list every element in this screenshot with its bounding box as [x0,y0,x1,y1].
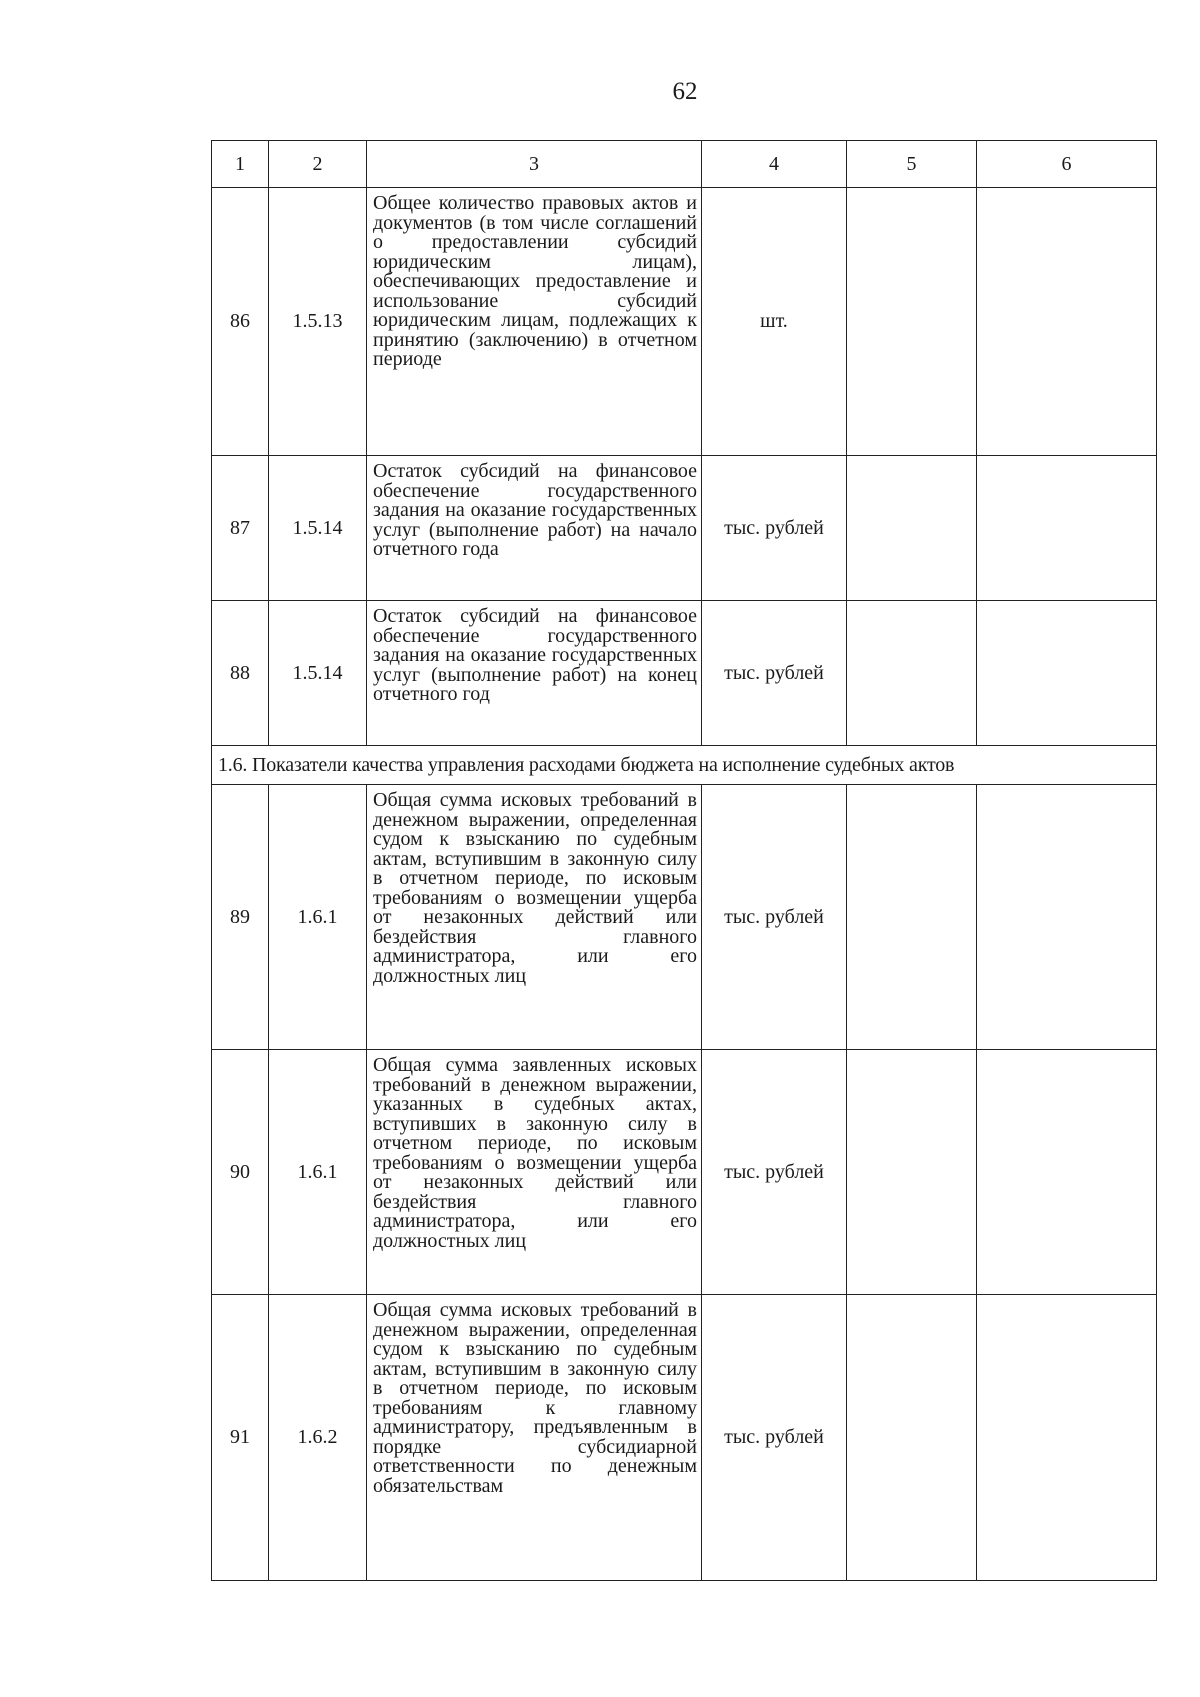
row-number: 90 [212,1050,269,1295]
table-row [212,601,1157,746]
unit-of-measure: тыс. рублей [702,785,847,1050]
column-6-value [977,601,1157,746]
page-number: 62 [672,78,698,105]
indicator-description: Общая сумма исковых требований в денежном выражении, определенная судом к взысканию по судебным актам, вступившим в законную силу в отчетном периоде, по исковым требованиям к главному администратору, предъявленным в порядке субсидиарной ответственности по денежным обязательствам [367,1295,702,1581]
table-row [212,1050,1157,1295]
row-number: 87 [212,456,269,601]
column-6-value [977,1050,1157,1295]
indicator-code: 1.5.14 [269,601,367,746]
indicator-code: 1.5.14 [269,456,367,601]
unit-of-measure: тыс. рублей [702,1295,847,1581]
row-number: 91 [212,1295,269,1581]
column-6-value [977,785,1157,1050]
section-title: 1.6. Показатели качества управления расходами бюджета на исполнение судебных актов [212,746,1157,785]
indicator-description: Остаток субсидий на финансовое обеспечение государственного задания на оказание государственных услуг (выполнение работ) на начало отчетного года [367,456,702,601]
column-5-value [847,456,977,601]
indicator-description: Остаток субсидий на финансовое обеспечение государственного задания на оказание государственных услуг (выполнение работ) на конец отчетного год [367,601,702,746]
column-header-2: 2 [269,141,367,188]
unit-of-measure: тыс. рублей [702,1050,847,1295]
table-row [212,785,1157,1050]
table-row [212,188,1157,456]
column-5-value [847,188,977,456]
column-5-value [847,785,977,1050]
row-number: 89 [212,785,269,1050]
row-number: 88 [212,601,269,746]
column-5-value [847,1050,977,1295]
column-header-6: 6 [977,141,1157,188]
column-6-value [977,1295,1157,1581]
indicator-code: 1.6.1 [269,1050,367,1295]
indicator-description: Общая сумма исковых требований в денежном выражении, определенная судом к взысканию по судебным актам, вступившим в законную силу в отчетном периоде, по исковым требованиям о возмещении ущерба от незаконных действий или бездействия главного администратора, или его должностных лиц [367,785,702,1050]
indicators-table [211,140,1157,1581]
column-6-value [977,456,1157,601]
row-number: 86 [212,188,269,456]
indicator-description: Общая сумма заявленных исковых требований в денежном выражении, указанных в судебных актах, вступивших в законную силу в отчетном периоде, по исковым требованиям о возмещении ущерба от незаконных действий или бездействия главного администратора, или его должностных лиц [367,1050,702,1295]
column-6-value [977,188,1157,456]
unit-of-measure: шт. [702,188,847,456]
column-header-3: 3 [367,141,702,188]
column-header-1: 1 [212,141,269,188]
indicator-code: 1.6.2 [269,1295,367,1581]
column-header-5: 5 [847,141,977,188]
indicator-description: Общее количество правовых актов и документов (в том числе соглашений о предоставлении субсидий юридическим лицам), обеспечивающих предоставление и использование субсидий юридическим лицам, подлежащих к принятию (заключению) в отчетном периоде [367,188,702,456]
table-header-row [212,141,1157,188]
section-header-row [212,746,1157,785]
indicator-code: 1.5.13 [269,188,367,456]
column-5-value [847,601,977,746]
indicator-code: 1.6.1 [269,785,367,1050]
table-row [212,1295,1157,1581]
table-row [212,456,1157,601]
column-header-4: 4 [702,141,847,188]
column-5-value [847,1295,977,1581]
unit-of-measure: тыс. рублей [702,456,847,601]
unit-of-measure: тыс. рублей [702,601,847,746]
